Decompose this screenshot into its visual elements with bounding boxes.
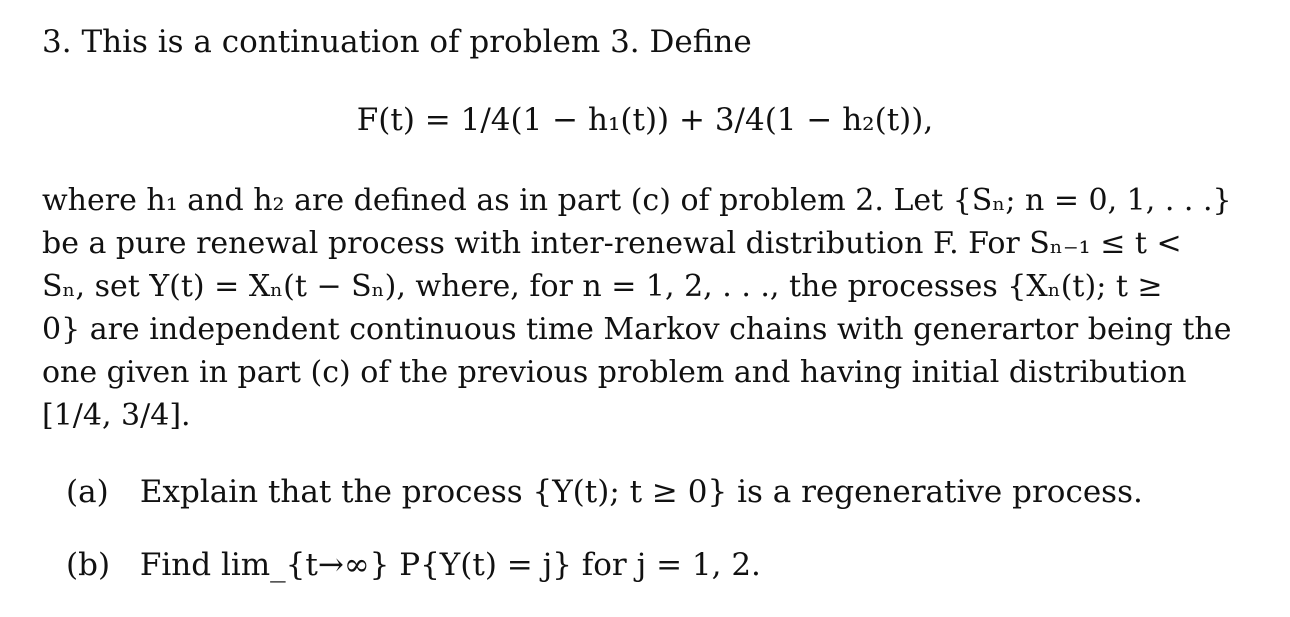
- paragraph-line-3: Sₙ, set Y(t) = Xₙ(t − Sₙ), where, for n = 1, 2, . . ., the processes {Xₙ(t); t ≥: [42, 269, 1163, 304]
- paragraph-line-6: [1/4, 3/4].: [42, 398, 191, 433]
- part-b-text: Find lim_{t→∞} P{Y(t) = j} for j = 1, 2.: [139, 547, 761, 583]
- part-b: [66, 545, 761, 585]
- part-a: [66, 472, 1143, 512]
- definition-equation: F(t) = 1/4(1 − h₁(t)) + 3/4(1 − h₂(t)),: [356, 102, 934, 138]
- paragraph-line-2: be a pure renewal process with inter-renewal distribution F. For Sₙ₋₁ ≤ t <: [42, 226, 1182, 261]
- problem-intro: This is a continuation of problem 3. Define: [81, 24, 752, 60]
- part-a-label: (a): [66, 474, 109, 510]
- paragraph-line-4: 0} are independent continuous time Markov chains with generartor being the: [42, 312, 1232, 347]
- problem-number: 3.: [42, 24, 72, 60]
- problem-header: [42, 22, 752, 62]
- part-b-label: (b): [66, 547, 111, 583]
- paragraph-line-5: one given in part (c) of the previous problem and having initial distribution: [42, 355, 1187, 390]
- part-a-text: Explain that the process {Y(t); t ≥ 0} is a regenerative process.: [139, 474, 1143, 510]
- paragraph-line-1: where h₁ and h₂ are defined as in part (c) of problem 2. Let {Sₙ; n = 0, 1, . . .}: [42, 183, 1232, 218]
